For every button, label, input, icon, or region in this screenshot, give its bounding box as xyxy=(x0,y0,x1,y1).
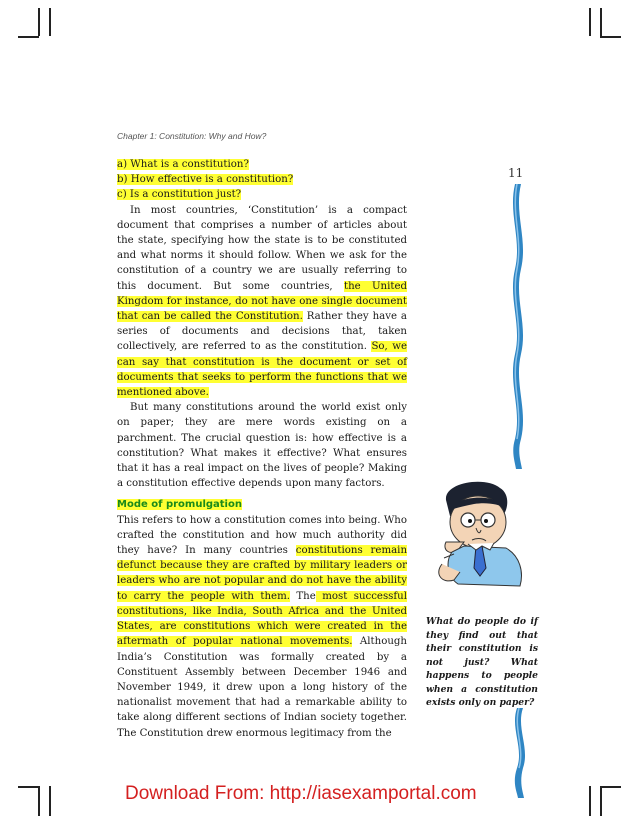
crop-mark xyxy=(589,8,591,36)
crop-mark xyxy=(589,786,591,816)
margin-ribbon-bottom xyxy=(508,708,528,798)
crop-mark xyxy=(38,786,40,816)
highlight-uk: the United Kingdom for instance, do not have one single document that can be called the Constitution. xyxy=(117,280,407,323)
crop-mark xyxy=(600,786,621,788)
margin-ribbon-top xyxy=(506,184,526,469)
thinking-boy-illustration xyxy=(424,480,540,592)
main-text-column xyxy=(117,157,407,741)
highlight-successful: most successful constitutions, like India, South Africa and the United States, are constitutions which were created in the aftermath of popular national movements. xyxy=(117,590,408,648)
crop-mark xyxy=(600,36,621,38)
paragraph-effectiveness: But many constitutions around the world exist only on paper; they are mere words existing on a parchment. The crucial question is: how effective is a constitution? What makes it effective? What ensures that it has a real impact on the lives of people? Making a constitution effective depends upon many factors. xyxy=(117,402,407,490)
question-a: a) What is a constitution? xyxy=(117,159,249,170)
page-number: 11 xyxy=(508,166,524,180)
crop-mark xyxy=(49,786,51,816)
paragraph-promulgation: This refers to how a constitution comes into being. Who crafted the constitution and how much authority did they have? In many countries constitutions remain defunct because they are crafted by military leaders or leaders who are not popular and do not have the ability to carry the people with them. The most successful constitutions, like India, South Africa and the United States, are constitutions which were created in the aftermath of popular national movements. Although India’s Constitution was formally created by a Constituent Assembly between December 1946 and November 1949, it drew upon a long history of the nationalist movement that had a remarkable ability to take along different sections of Indian society together. The Constitution drew enormous legitimacy from the xyxy=(117,514,408,739)
crop-mark xyxy=(38,8,40,36)
crop-mark xyxy=(600,8,602,36)
crop-mark xyxy=(600,786,602,816)
crop-mark xyxy=(49,8,51,36)
download-link[interactable]: Download From: http://iasexamportal.com xyxy=(125,783,477,804)
crop-mark xyxy=(18,36,39,38)
crop-mark xyxy=(18,786,39,788)
illustration-caption: What do people do if they find out that their constitution is not just? What happens to people when a constitution exists only on paper? xyxy=(426,616,538,708)
chapter-title: Chapter 1: Constitution: Why and How? xyxy=(117,131,267,141)
section-heading: Mode of promulgation xyxy=(117,499,242,511)
question-b: b) How effective is a constitution? xyxy=(117,174,294,186)
highlight-defunct: constitutions remain defunct because they are crafted by military leaders or leaders who are not popular and do not have the ability to carry the people with them. xyxy=(117,545,407,602)
paragraph-constitution-definition: In most countries, ‘Constitution’ is a compact document that comprises a number of articles about the state, specifying how the state is to be constituted and what norms it should follow. When we ask for the constitution of a country we are usually referring to this document. But some countries, the United Kingdom for instance, do not have one single document that can be called the Constitution. Rather they have a series of documents and decisions that, taken collectively, are referred to as the constitution. So, we can say that constitution is the document or set of documents that seeks to perform the functions that we mentioned above. xyxy=(117,204,407,399)
highlight-summary: So, we can say that constitution is the document or set of documents that seeks to perform the functions that we mentioned above. xyxy=(117,341,407,399)
question-c: c) Is a constitution just? xyxy=(117,189,242,201)
